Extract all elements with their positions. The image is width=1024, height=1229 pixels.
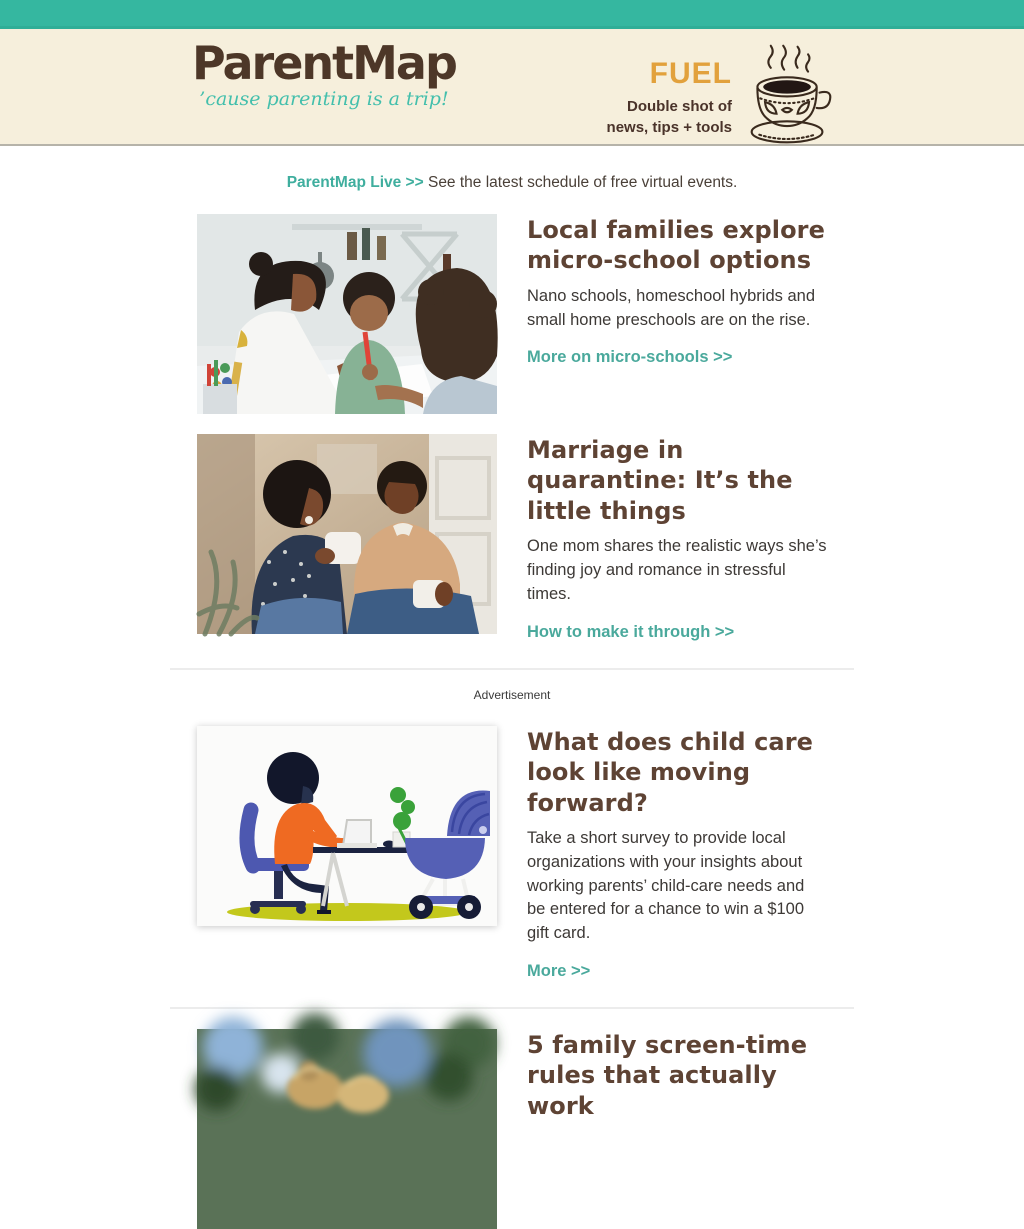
coffee-cup-icon — [744, 41, 832, 155]
article-image-couple-coffee[interactable] — [197, 434, 497, 634]
section-divider — [170, 1007, 854, 1009]
ad-body: Take a short survey to provide local organizations with your insights about working parents’ child-care needs and be entered for a chance to win a $100 gift card. — [527, 829, 805, 943]
fuel-subtitle — [607, 96, 732, 138]
article-link[interactable]: More on micro-schools >> — [527, 348, 733, 367]
fuel-title: FUEL — [649, 57, 732, 90]
article-title[interactable]: 5 family screen-time rules that actually work — [527, 1030, 808, 1120]
live-banner — [197, 146, 827, 214]
top-accent-bar — [0, 0, 1024, 29]
ad-title[interactable]: What does child care look like moving forward? — [527, 727, 814, 817]
ad-image-childcare-survey[interactable] — [197, 726, 497, 926]
fuel-subtitle-line1: Double shot of — [627, 98, 732, 115]
section-divider — [170, 668, 854, 670]
advertisement-unit — [197, 726, 827, 981]
article-image-family-homeschool[interactable] — [197, 214, 497, 414]
article-screen-time — [197, 1029, 827, 1229]
parentmap-live-link[interactable]: ParentMap Live >> — [286, 174, 424, 191]
photo-kids-outdoors — [197, 1029, 497, 1229]
newsletter-body — [197, 146, 827, 1229]
newsletter-masthead — [0, 29, 1024, 146]
advertisement-label: Advertisement — [473, 687, 551, 702]
brand-wordmark: ParentMap — [192, 36, 456, 90]
live-banner-text: See the latest schedule of free virtual events. — [423, 174, 738, 191]
brand-tagline: ’cause parenting is a trip! — [199, 88, 449, 111]
article-summary: One mom shares the realistic ways she’s finding joy and romance in stressful times. — [527, 537, 827, 603]
article-summary: Nano schools, homeschool hybrids and small home preschools are on the rise. — [527, 286, 816, 329]
ad-link[interactable]: More >> — [527, 961, 591, 980]
article-micro-schools — [197, 214, 827, 414]
photo-couple-coffee — [197, 434, 497, 634]
article-link[interactable]: How to make it through >> — [527, 622, 735, 641]
article-image-kids-outdoors[interactable] — [197, 1029, 497, 1229]
article-title[interactable]: Local families explore micro-school options — [527, 216, 825, 275]
article-title[interactable]: Marriage in quarantine: It’s the little things — [527, 436, 793, 525]
parentmap-logo[interactable] — [192, 36, 456, 111]
article-marriage-quarantine — [197, 434, 827, 642]
photo-family-homeschool — [197, 214, 497, 414]
fuel-subtitle-line2: news, tips + tools — [606, 119, 732, 136]
illustration-parent-desk-stroller — [197, 726, 497, 926]
